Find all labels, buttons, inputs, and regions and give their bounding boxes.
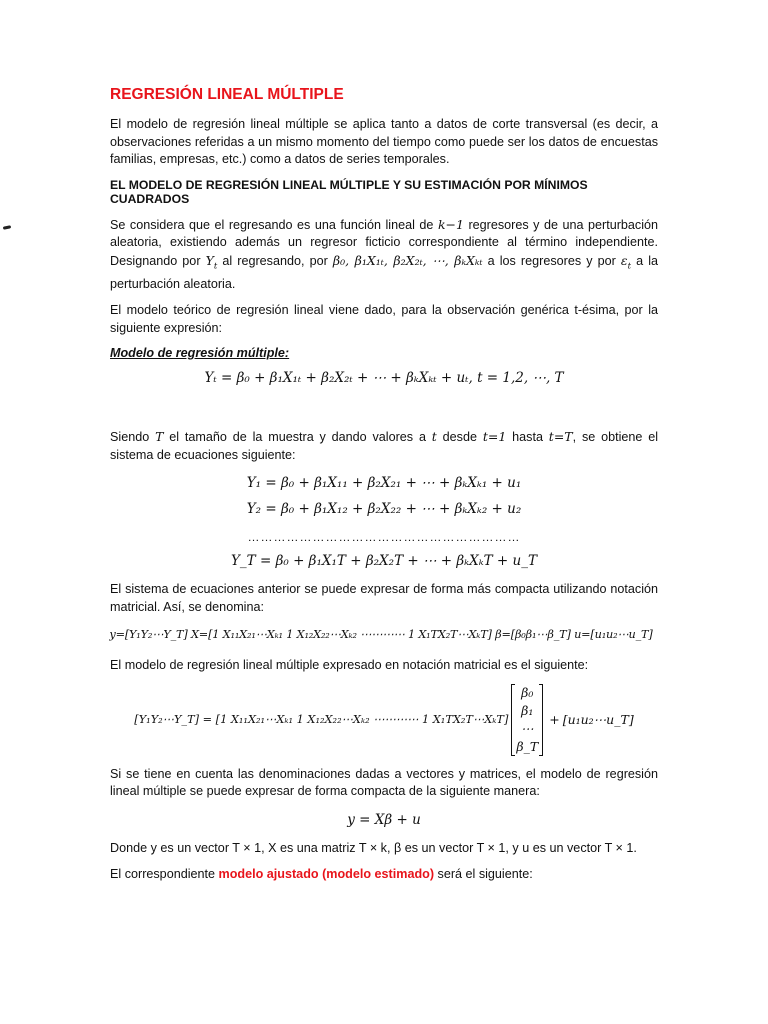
paragraph-modelo-ajustado (110, 866, 658, 884)
text: Se considera que el regresando es una función lineal de (110, 217, 434, 232)
system-eq-2: Y₂ = β₀ + β₁X₁₂ + β₂X₂₂ + ⋯ + βₖXₖ₂ + u₂ (246, 501, 522, 517)
beta-T: β_T (516, 738, 539, 754)
beta-0: β₀ (521, 684, 534, 700)
paragraph-donde: Donde y es un vector T × 1, X es una matriz T × k, β es un vector T × 1, y u es un vector T × 1. (110, 840, 637, 855)
matrix-lhs: [Y₁Y₂⋯Y_T] = [1 X₁₁X₂₁⋯Xₖ₁ 1 X₁₂X₂₂⋯Xₖ₂ ⋯⋯⋯⋯ 1 X₁TX₂T⋯XₖT] (134, 713, 509, 726)
text: será el siguiente: (437, 867, 533, 881)
paragraph-sistema: Siendo T el tamaño de la muestra y dando valores a t desde t=1 hasta t=T, se obtiene el sistema de ecuaciones siguiente: (110, 429, 659, 462)
text: a la perturbación aleatoria. (110, 253, 659, 291)
system-eq-1: Y₁ = β₀ + β₁X₁₁ + β₂X₂₁ + ⋯ + βₖXₖ₁ + u₁ (246, 475, 522, 491)
intro-paragraph: El modelo de regresión lineal múltiple se aplica tanto a datos de corte transversal (es decir, a observaciones referidas a un mismo momento del tiempo como puede ser los datos de encuestas familias, empresas, etc.) como a datos de series temporales. (110, 117, 658, 166)
paragraph-compacta: Si se tiene en cuenta las denominaciones dadas a vectores y matrices, el modelo de regresión lineal múltiple se puede expresar de forma compacta de la siguiente manera: (110, 766, 658, 798)
model-subtitle: Modelo de regresión múltiple: (110, 346, 290, 360)
document-page (110, 86, 658, 893)
text: al regresando, por (222, 253, 328, 268)
notation-equation: y=[Y₁Y₂⋯Y_T] X=[1 X₁₁X₂₁⋯Xₖ₁ 1 X₁₂X₂₂⋯Xₖ₂ ⋯⋯⋯⋯ 1 X₁TX₂T⋯XₖT] β=[β₀β₁⋯β_T] u=[u₁u₂⋯u_T] (109, 628, 653, 641)
u-vector: [u₁u₂⋯u_T] (562, 712, 634, 727)
model-equation: Yₜ = β₀ + β₁X₁ₜ + β₂X₂ₜ + ⋯ + βₖXₖₜ + uₜ, t = 1,2, ⋯, T (204, 370, 564, 386)
compact-equation: y = Xβ + u (347, 811, 421, 828)
paragraph-matricial: El modelo de regresión lineal múltiple expresado en notación matricial es el siguiente: (110, 658, 589, 672)
page-title: REGRESIÓN LINEAL MÚLTIPLE (110, 86, 344, 103)
system-ellipsis: ……………………………………………………… (247, 530, 521, 544)
math-regresores: β₀, β₁X₁ₜ, β₂X₂ₜ, ⋯, βₖXₖₜ (332, 252, 483, 268)
matrix-equation (110, 684, 658, 756)
paragraph-regresores (110, 216, 658, 294)
text: a los regresores y por (487, 253, 616, 268)
beta-dots: ⋯ (521, 720, 534, 736)
beta-1: β₁ (521, 702, 534, 718)
math-epsilon: $\varepsilon_t$ (620, 252, 632, 271)
system-eq-T: Y_T = β₀ + β₁X₁T + β₂X₂T + ⋯ + βₖXₖT + u_T (231, 553, 537, 569)
text: regresores y de una perturbación aleatoria, existiendo además un regresor ficticio correspondiente al término independiente. Designando por (110, 217, 659, 268)
text: El correspondiente (110, 867, 216, 881)
beta-vector (511, 684, 543, 756)
paragraph-modelo-teorico: El modelo teórico de regresión lineal viene dado, para la observación genérica t-ésima, por la siguiente expresión: (110, 303, 658, 335)
paragraph-notacion: El sistema de ecuaciones anterior se puede expresar de forma más compacta utilizando notación matricial. Así, se denomina: (110, 582, 658, 614)
margin-mark (3, 225, 11, 230)
math-Yt: $Y_t$ (205, 252, 218, 271)
math-k-minus-1: k−1 (437, 216, 464, 232)
section-heading: EL MODELO DE REGRESIÓN LINEAL MÚLTIPLE Y SU ESTIMACIÓN POR MÍNIMOS CUADRADOS (110, 177, 588, 206)
highlight-modelo-ajustado: modelo ajustado (modelo estimado) (218, 867, 435, 881)
plus-sign: + (549, 712, 560, 727)
